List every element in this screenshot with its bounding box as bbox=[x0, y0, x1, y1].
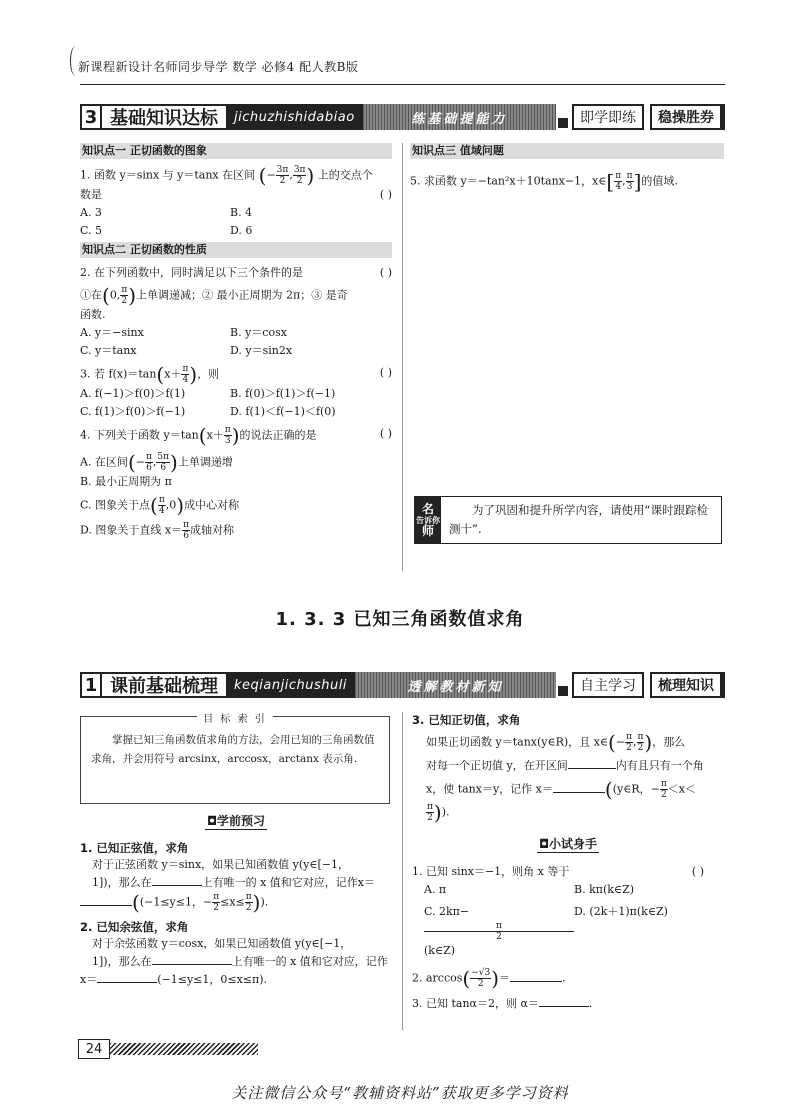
preview-item-3-text: 如果正切函数 y＝tanx(y∈R)，且 x∈(− $\frac{\pi}{2}$, $\frac{\pi}{2}$)，那么 对每一个正切值 y，在开区间 内有且只有一个角 x，使 tanx＝y，记作 x＝ ((y∈R，− $\frac{\pi}{2}<x<$ $\frac{\pi}{2}$)). bbox=[426, 730, 704, 825]
preview-item-2-text: 对于余弦函数 y＝cosx，如果已知函数值 y(y∈[−1， 1])，那么在 上有唯一的 x 值和它对应，记作 x＝ (−1≤y≤1，0≤x≤π). bbox=[80, 937, 388, 986]
preview-item-1-text: 对于正弦函数 y＝sinx，如果已知函数值 y(y∈[−1， 1])，那么在 上有唯一的 x 值和它对应，记作x＝ ((−1≤y≤1，− $\frac{\pi}{2}\le x\le$ $\frac{\pi}{2}$)). bbox=[80, 856, 392, 913]
banner-slogan: 透解教材新知 bbox=[355, 672, 556, 698]
option: D. y＝sin2x bbox=[230, 344, 293, 357]
preview-section bbox=[80, 812, 392, 989]
question-1: 1. 函数 y＝sinx 与 y＝tanx 在区间 (− $\frac{3\pi}{2}$, $\frac{3\pi}{2}$) 上的交点个 数是 ( ) A. 3 B. 4 C. 5 D. 6 bbox=[80, 165, 392, 240]
option: A. 3 bbox=[80, 206, 102, 219]
banner-pinyin: jichuzhishidabiao bbox=[226, 104, 363, 130]
answer-paren: ( ) bbox=[379, 188, 392, 201]
teacher-badge-icon: 名 告诉你 师 bbox=[415, 497, 441, 543]
section-title: 1. 3. 3 已知三角函数值求角 bbox=[275, 609, 525, 630]
option: D. (2k＋1)π(k∈Z) bbox=[574, 905, 668, 918]
quiz-question-3: 3. 已知 tanα＝2，则 α＝ . bbox=[412, 997, 593, 1010]
preview-item-3-heading: 3. 已知正切值，求角 bbox=[412, 713, 521, 727]
question-5: 5. 求函数 y＝−tan²x＋10tanx−1，x∈[ $\frac{\pi}{4}$, $\frac{\pi}{3}$]的值域. bbox=[410, 169, 678, 194]
option: C. 2kπ− $\frac{\pi}{2}(k\in Z)$ bbox=[424, 903, 574, 960]
banner-square-icon bbox=[558, 686, 568, 696]
header-rule bbox=[80, 84, 725, 85]
option: B. f(0)＞f(1)＞f(−1) bbox=[230, 387, 336, 400]
watermark-text: 关注微信公众号“教辅资料站”获取更多学习资料 bbox=[231, 1084, 569, 1102]
preview-heading: ◘学前预习 bbox=[206, 814, 266, 828]
fill-blank bbox=[97, 982, 157, 983]
banner-number: 1 bbox=[80, 672, 102, 698]
preview-item-1-heading: 1. 已知正弦值，求角 bbox=[80, 841, 189, 855]
question-3: 3. 若 f(x)＝tan(x＋ $\frac{\pi}{4}$)，则 ( ) A. f(−1)＞f(0)＞f(1) B. f(0)＞f(1)＞f(−1) C. f(1)＞f(0)＞f(−1) D. f(1)＜f(−1)＜f(0) bbox=[80, 364, 392, 421]
banner-tag-2: 梳理知识 bbox=[650, 672, 725, 698]
fill-blank bbox=[553, 792, 605, 793]
square-bullet-icon: ◘ bbox=[538, 837, 550, 851]
fill-blank bbox=[152, 964, 232, 965]
quiz-question-1: 1. 已知 sinx＝−1，则角 x 等于 ( ) A. π B. kπ(k∈Z) C. 2kπ− $\frac{\pi}{2}(k\in Z)$ D. (2k＋1)π(k∈Z) bbox=[412, 863, 724, 960]
banner-tag-2: 稳操胜券 bbox=[650, 104, 725, 130]
banner-tag: 自主学习 bbox=[572, 672, 644, 698]
goal-text: 掌握已知三角函数值求角的方法，会用已知的三角函数值求角，并会用符号 arcsinx，arccosx，arctanx 表示角. bbox=[91, 734, 375, 765]
banner-slogan: 练基础提能力 bbox=[363, 104, 556, 130]
teacher-tip-text: 为了巩固和提升所学内容，请使用“课时跟踪检测十”. bbox=[449, 503, 708, 536]
option: C. f(1)＞f(0)＞f(−1) bbox=[80, 405, 186, 418]
fill-blank bbox=[568, 768, 616, 769]
answer-paren: ( ) bbox=[379, 366, 392, 379]
square-bullet-icon: ◘ bbox=[206, 814, 218, 828]
answer-paren: ( ) bbox=[379, 266, 392, 279]
column-divider bbox=[402, 712, 403, 1030]
knowledge-point-1: 知识点一 正切函数的图象 bbox=[80, 143, 392, 159]
fill-blank bbox=[80, 905, 132, 906]
right-column-lower bbox=[412, 712, 724, 1013]
left-column-exercises bbox=[80, 143, 392, 541]
section-banner-2 bbox=[80, 672, 725, 698]
answer-paren: ( ) bbox=[691, 865, 704, 878]
option: D. 图象关于直线 x＝ $\frac{\pi}{6}$成轴对称 bbox=[80, 520, 235, 541]
option: A. π bbox=[424, 883, 447, 896]
page-number: 24 bbox=[78, 1039, 110, 1059]
section-banner-1 bbox=[80, 104, 725, 130]
option: B. y＝cosx bbox=[230, 326, 287, 339]
question-2: 2. 在下列函数中，同时满足以下三个条件的是 ( ) ①在(0, $\frac{\pi}{2}$)上单调递减；② 最小正周期为 2π；③ 是奇 函数. A. y＝−sinx B. y＝cosx C. y＝tanx D. y＝sin2x bbox=[80, 264, 392, 360]
goal-box bbox=[80, 716, 390, 804]
option: A. y＝−sinx bbox=[80, 326, 144, 339]
banner-tag: 即学即练 bbox=[572, 104, 644, 130]
fill-blank bbox=[152, 885, 202, 886]
banner-title: 课前基础梳理 bbox=[102, 672, 226, 698]
option: C. 5 bbox=[80, 224, 103, 237]
banner-title: 基础知识达标 bbox=[102, 104, 226, 130]
fill-blank bbox=[539, 1006, 589, 1007]
fill-blank bbox=[510, 981, 562, 982]
column-divider bbox=[402, 143, 403, 571]
running-header: 新课程新设计名师同步导学 数学 必修4 配人教B版 bbox=[78, 60, 359, 74]
option: C. y＝tanx bbox=[80, 344, 137, 357]
option: A. 在区间(− $\frac{\pi}{6}$, $\frac{5\pi}{6}$)上单调递增 bbox=[80, 450, 233, 475]
question-4: 4. 下列关于函数 y＝tan(x＋ $\frac{\pi}{3}$)的说法正确的是 ( ) A. 在区间(− $\frac{\pi}{6}$, $\frac{5\pi}{6}$)上单调递增 B. 最小正周期为 π C. 图象关于点( $\frac{\pi}{4},0$)成中心对称 D. 图象关于直线 x＝ $\frac{\pi}{6}$成轴对称 bbox=[80, 423, 392, 541]
banner-square-icon bbox=[558, 118, 568, 128]
preview-item-2-heading: 2. 已知余弦值，求角 bbox=[80, 920, 189, 934]
banner-pinyin: keqianjichushuli bbox=[226, 672, 355, 698]
option: B. 最小正周期为 π bbox=[80, 475, 172, 488]
knowledge-point-3: 知识点三 值域问题 bbox=[410, 143, 724, 159]
goal-title: 目 标 索 引 bbox=[197, 714, 273, 725]
banner-number: 3 bbox=[80, 104, 102, 130]
option: B. 4 bbox=[230, 206, 253, 219]
option: B. kπ(k∈Z) bbox=[574, 883, 635, 896]
quiz-question-2: 2. arccos( $\frac{-√3}{2})=$ . bbox=[412, 966, 566, 991]
option: D. f(1)＜f(−1)＜f(0) bbox=[230, 405, 336, 418]
answer-paren: ( ) bbox=[379, 427, 392, 440]
option: C. 图象关于点( $\frac{\pi}{4},0$)成中心对称 bbox=[80, 493, 240, 518]
knowledge-point-2: 知识点二 正切函数的性质 bbox=[80, 242, 392, 258]
option: A. f(−1)＞f(0)＞f(1) bbox=[80, 387, 186, 400]
quiz-heading: ◘小试身手 bbox=[538, 837, 598, 851]
option: D. 6 bbox=[230, 224, 253, 237]
right-column-exercises bbox=[410, 143, 724, 192]
teacher-tip-box bbox=[414, 496, 722, 544]
